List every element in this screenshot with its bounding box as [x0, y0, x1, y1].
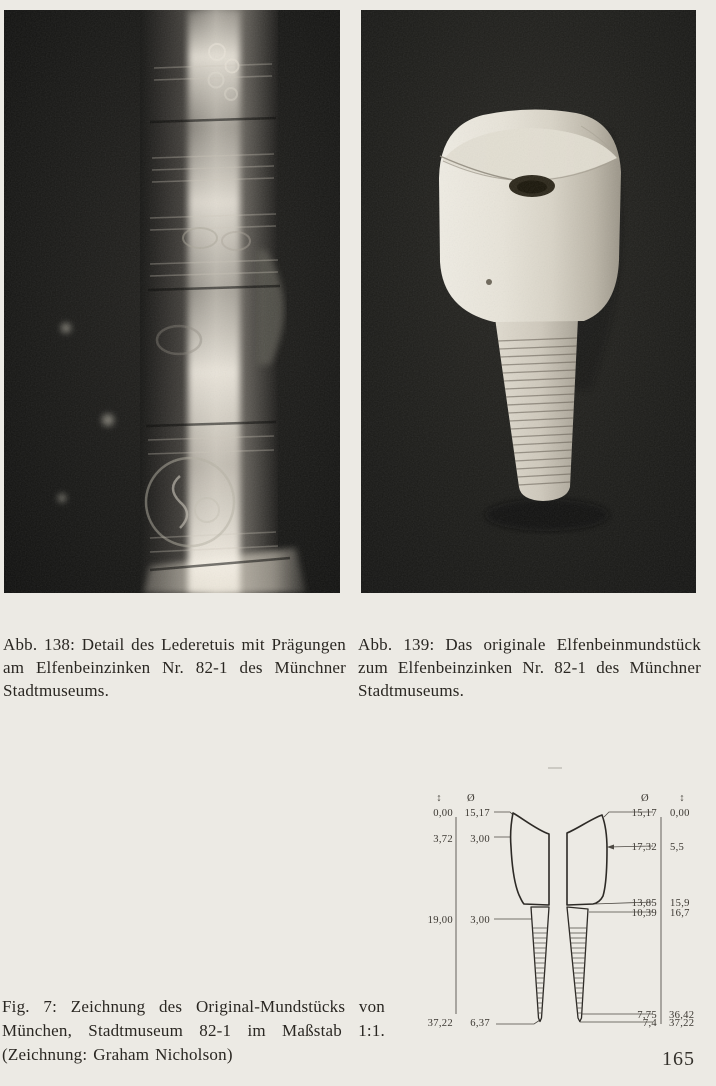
- dim-diameter: 10,39: [631, 908, 657, 919]
- dim-diameter: 6,37: [470, 1018, 490, 1029]
- dim-diameter: 15,17: [464, 808, 490, 819]
- profile-left-head: [511, 813, 549, 905]
- dim-diameter: 3,00: [470, 834, 490, 845]
- dim-depth: 0,00: [433, 808, 453, 819]
- dim-diameter: 15,17: [631, 808, 657, 819]
- dim-depth: 19,00: [427, 915, 453, 926]
- dim-depth: 36,42: [669, 1010, 695, 1021]
- dim-depth: 5,5: [670, 842, 685, 853]
- page-number: 165: [662, 1048, 695, 1070]
- dim-diameter: 3,00: [470, 915, 490, 926]
- dim-diameter: 7,4: [642, 1018, 657, 1029]
- dim-diameter: 17,32: [631, 842, 657, 853]
- dim-diameter: 13,85: [631, 898, 657, 909]
- caption-fig-7: Fig. 7: Zeichnung des Original-Mundstücks von München, Stadtmuseum 82-1 im Maßstab 1:1. (Zeichnung: Graham Nicholson): [2, 997, 385, 1064]
- dim-depth: 0,00: [670, 808, 690, 819]
- profile-right-shank: [567, 907, 588, 1022]
- depth-symbol-left: ↕: [436, 793, 442, 804]
- dim-diameter: 7,75: [637, 1010, 657, 1021]
- profile-right-head: [567, 815, 607, 905]
- photo-ivory-mouthpiece: [361, 10, 696, 593]
- dim-depth: 37,22: [427, 1018, 453, 1029]
- film-grain: [4, 10, 340, 593]
- dim-depth: 15,9: [670, 898, 690, 909]
- photo-leather-case-detail: [4, 10, 340, 593]
- caption-abb-138: Abb. 138: Detail des Lederetuis mit Prägungen am Elfenbeinzinken Nr. 82-1 des Münchner Stadtmuseums.: [3, 635, 346, 700]
- film-grain: [361, 10, 696, 593]
- depth-symbol-right: ↕: [679, 793, 685, 804]
- dim-depth: 16,7: [670, 908, 690, 919]
- profile-left-shank: [531, 907, 549, 1022]
- diameter-symbol-right: Ø: [641, 793, 649, 804]
- diameter-symbol-left: Ø: [467, 793, 475, 804]
- dim-depth: 3,72: [433, 834, 453, 845]
- caption-abb-139: Abb. 139: Das originale Elfenbeinmundstück zum Elfenbeinzinken Nr. 82-1 des Münchner Stadtmuseums.: [358, 635, 701, 700]
- technical-drawing-mouthpiece: [425, 755, 716, 1040]
- dim-depth: 37,22: [669, 1018, 695, 1029]
